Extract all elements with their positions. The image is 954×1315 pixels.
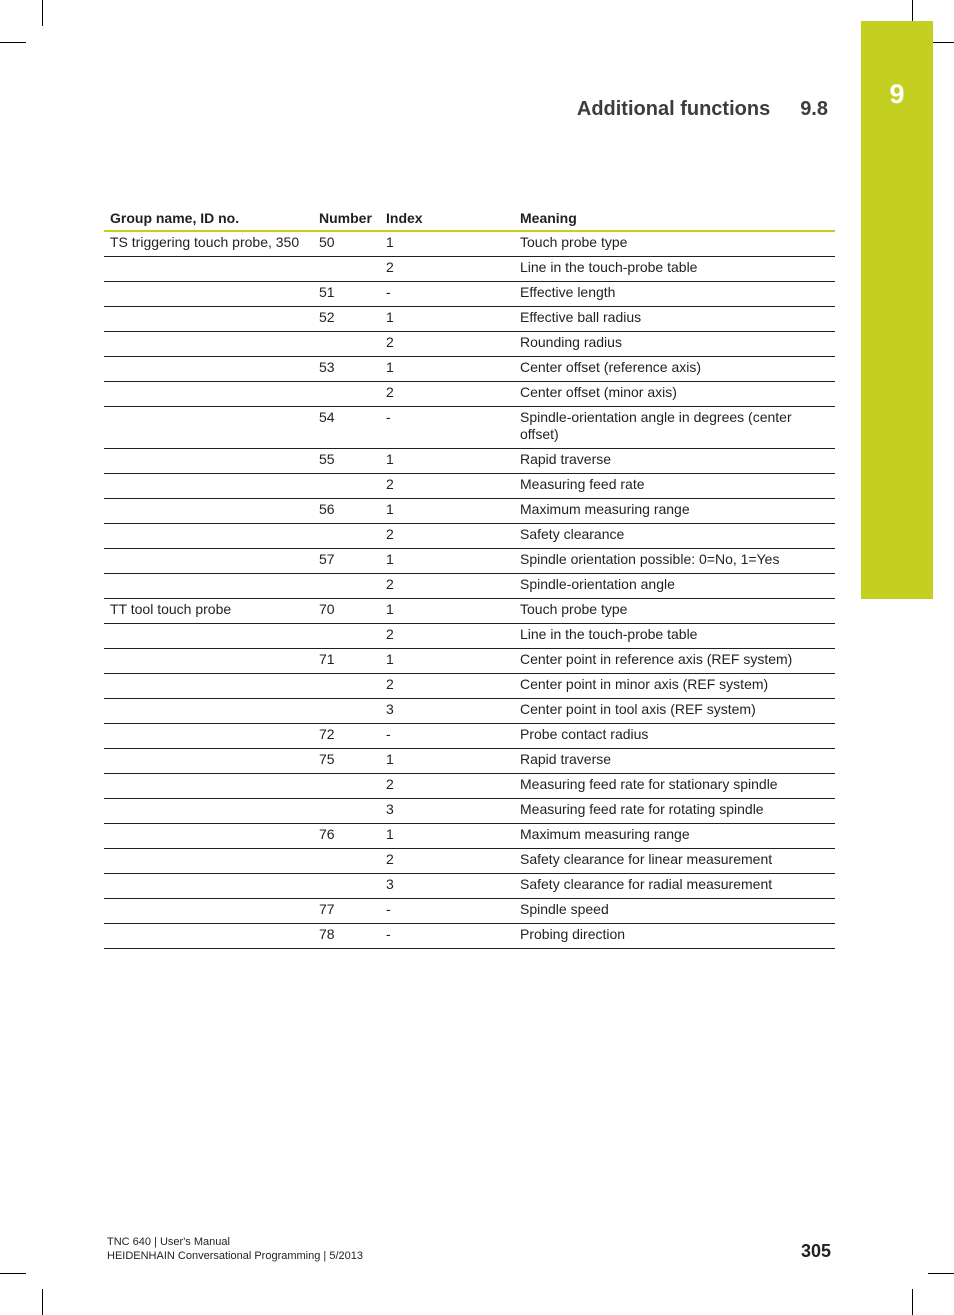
section-header [577,98,828,121]
cell-index: 3 [380,699,514,724]
cell-meaning: Spindle speed [514,899,835,924]
table-row [104,799,835,824]
cell-meaning: Center point in reference axis (REF system) [514,649,835,674]
cell-index: 2 [380,524,514,549]
cell-group: TT tool touch probe [104,599,313,624]
cell-number [313,799,380,824]
cell-number [313,699,380,724]
table-row [104,574,835,599]
crop-mark [42,1289,43,1315]
cell-group [104,407,313,449]
cell-group [104,699,313,724]
cell-number: 55 [313,449,380,474]
cell-group [104,874,313,899]
cell-group [104,799,313,824]
cell-index: - [380,924,514,949]
cell-group [104,824,313,849]
cell-index: 1 [380,549,514,574]
cell-index: 2 [380,849,514,874]
cell-index: - [380,899,514,924]
cell-index: 2 [380,474,514,499]
cell-meaning: Measuring feed rate for stationary spindle [514,774,835,799]
cell-index: - [380,282,514,307]
cell-meaning: Center point in tool axis (REF system) [514,699,835,724]
cell-group [104,899,313,924]
column-header-meaning: Meaning [514,209,835,231]
table-row [104,849,835,874]
cell-number: 78 [313,924,380,949]
cell-index: 1 [380,599,514,624]
table-row [104,774,835,799]
crop-mark [0,42,26,43]
cell-number [313,382,380,407]
cell-meaning: Probing direction [514,924,835,949]
cell-meaning: Rapid traverse [514,449,835,474]
table-row [104,724,835,749]
cell-number: 57 [313,549,380,574]
cell-meaning: Center point in minor axis (REF system) [514,674,835,699]
cell-number: 54 [313,407,380,449]
cell-index: 2 [380,774,514,799]
cell-meaning: Touch probe type [514,599,835,624]
cell-group [104,524,313,549]
cell-group [104,674,313,699]
cell-number: 77 [313,899,380,924]
cell-index: 1 [380,824,514,849]
footer [107,1235,363,1263]
chapter-tab [861,21,933,599]
cell-index: 1 [380,649,514,674]
cell-number [313,624,380,649]
parameter-table [104,209,835,949]
crop-mark [928,1273,954,1274]
cell-meaning: Effective length [514,282,835,307]
table-row [104,699,835,724]
cell-number [313,332,380,357]
page-number: 305 [800,1241,831,1261]
cell-index: 1 [380,749,514,774]
column-header-group: Group name, ID no. [104,209,313,231]
cell-meaning: Safety clearance for radial measurement [514,874,835,899]
cell-index: 2 [380,382,514,407]
cell-meaning: Touch probe type [514,231,835,257]
cell-meaning: Probe contact radius [514,724,835,749]
cell-group: TS triggering touch probe, 350 [104,231,313,257]
cell-number [313,574,380,599]
cell-meaning: Maximum measuring range [514,499,835,524]
table-row [104,674,835,699]
section-title: Additional functions [576,98,771,120]
cell-number [313,674,380,699]
cell-group [104,924,313,949]
table-row [104,282,835,307]
cell-group [104,749,313,774]
cell-group [104,724,313,749]
cell-group [104,624,313,649]
cell-meaning: Measuring feed rate for rotating spindle [514,799,835,824]
table-row [104,924,835,949]
cell-index: 2 [380,257,514,282]
chapter-number: 9 [889,79,905,109]
table-row [104,357,835,382]
table-body [104,231,835,949]
cell-meaning: Spindle orientation possible: 0=No, 1=Yes [514,549,835,574]
cell-number: 70 [313,599,380,624]
cell-number: 72 [313,724,380,749]
table-row [104,749,835,774]
cell-group [104,449,313,474]
cell-index: 2 [380,332,514,357]
cell-group [104,282,313,307]
table-row [104,231,835,257]
table-row [104,499,835,524]
table-row [104,624,835,649]
crop-mark [912,1289,913,1315]
table-row [104,474,835,499]
cell-meaning: Spindle-orientation angle in degrees (center offset) [514,407,835,449]
table-row [104,874,835,899]
cell-group [104,332,313,357]
cell-index: 1 [380,307,514,332]
cell-index: 3 [380,874,514,899]
cell-index: 2 [380,574,514,599]
cell-number: 56 [313,499,380,524]
cell-index: 1 [380,231,514,257]
cell-meaning: Rounding radius [514,332,835,357]
cell-number [313,257,380,282]
cell-group [104,357,313,382]
cell-index: 1 [380,357,514,382]
cell-number: 75 [313,749,380,774]
table-row [104,307,835,332]
cell-group [104,257,313,282]
table-header-row [104,209,835,231]
cell-number: 71 [313,649,380,674]
cell-group [104,649,313,674]
table-row [104,599,835,624]
cell-meaning: Rapid traverse [514,749,835,774]
cell-index: 1 [380,499,514,524]
crop-mark [42,0,43,26]
cell-meaning: Effective ball radius [514,307,835,332]
cell-number [313,774,380,799]
cell-meaning: Measuring feed rate [514,474,835,499]
cell-number [313,849,380,874]
cell-meaning: Center offset (minor axis) [514,382,835,407]
cell-index: 2 [380,624,514,649]
cell-meaning: Line in the touch-probe table [514,624,835,649]
cell-number: 52 [313,307,380,332]
section-number: 9.8 [800,98,828,120]
cell-meaning: Spindle-orientation angle [514,574,835,599]
table-row [104,332,835,357]
cell-index: 2 [380,674,514,699]
cell-group [104,499,313,524]
column-header-index: Index [380,209,514,231]
footer-line-2: HEIDENHAIN Conversational Programming | 5/2013 [107,1250,363,1262]
table-row [104,824,835,849]
cell-group [104,307,313,332]
table-row [104,524,835,549]
cell-meaning: Center offset (reference axis) [514,357,835,382]
table-row [104,407,835,449]
table-row [104,899,835,924]
table-row [104,649,835,674]
cell-meaning: Line in the touch-probe table [514,257,835,282]
cell-index: 1 [380,449,514,474]
crop-mark [0,1273,26,1274]
cell-number [313,874,380,899]
cell-meaning: Safety clearance for linear measurement [514,849,835,874]
cell-group [104,382,313,407]
cell-group [104,849,313,874]
table-row [104,449,835,474]
cell-index: 3 [380,799,514,824]
footer-line-1: TNC 640 | User's Manual [107,1236,230,1248]
cell-group [104,774,313,799]
cell-number: 50 [313,231,380,257]
cell-group [104,549,313,574]
table-row [104,257,835,282]
table-row [104,382,835,407]
cell-number: 76 [313,824,380,849]
cell-number [313,524,380,549]
cell-group [104,474,313,499]
cell-group [104,574,313,599]
column-header-number: Number [313,209,380,231]
cell-number [313,474,380,499]
cell-index: - [380,724,514,749]
cell-number: 53 [313,357,380,382]
cell-meaning: Safety clearance [514,524,835,549]
cell-meaning: Maximum measuring range [514,824,835,849]
table-row [104,549,835,574]
cell-number: 51 [313,282,380,307]
cell-index: - [380,407,514,449]
